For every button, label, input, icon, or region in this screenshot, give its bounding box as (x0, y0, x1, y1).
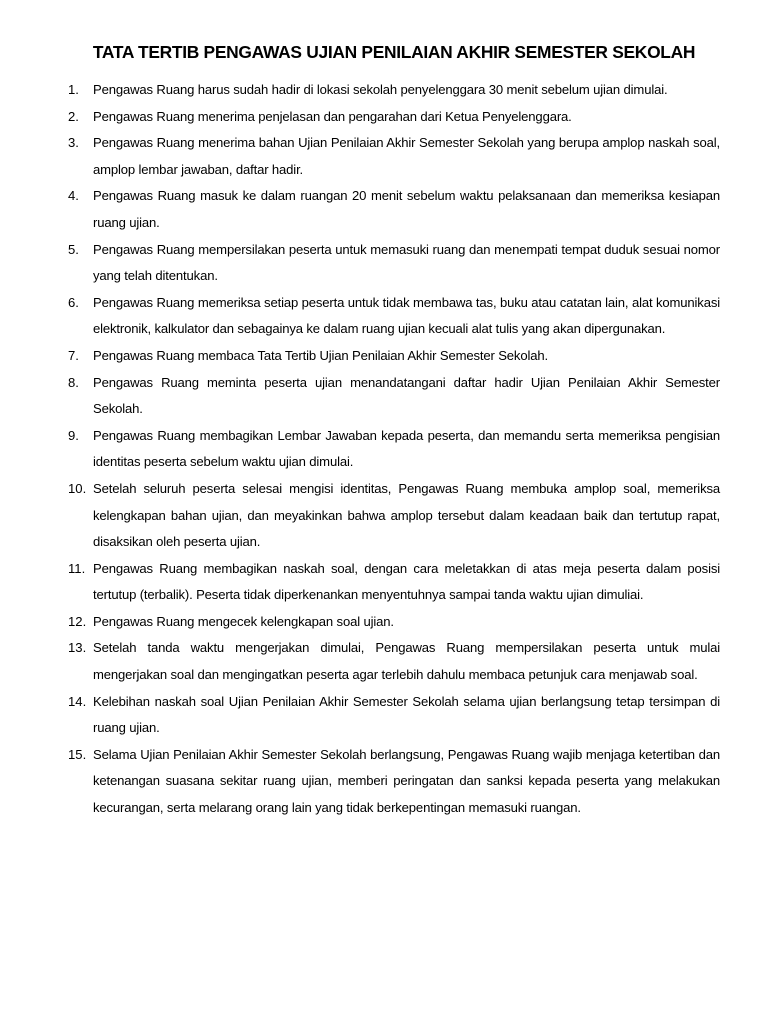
list-item-number: 7. (68, 347, 79, 363)
list-item-text: Pengawas Ruang membaca Tata Tertib Ujian Penilaian Akhir Semester Sekolah. (93, 347, 548, 363)
list-item-number: 8. (68, 374, 79, 390)
list-item-number: 3. (68, 135, 79, 151)
list-item (68, 742, 720, 822)
list-item-text: Setelah seluruh peserta selesai mengisi identitas, Pengawas Ruang membuka amplop soal, memeriksa kelengkapan bahan ujian, dan meyakinkan bahwa amplop tersebut dalam keadaan baik dan tertutup rapat, disaksikan oleh peserta ujian. (93, 480, 720, 550)
list-item (68, 237, 720, 290)
list-item-text: Pengawas Ruang mempersilakan peserta untuk memasuki ruang dan menempati tempat duduk sesuai nomor yang telah ditentukan. (93, 241, 720, 284)
list-item-number: 10. (68, 480, 87, 496)
rules-list (68, 77, 720, 822)
list-item-text: Pengawas Ruang meminta peserta ujian menandatangani daftar hadir Ujian Penilaian Akhir Semester Sekolah. (93, 374, 720, 417)
list-item (68, 77, 720, 104)
list-item-number: 5. (68, 241, 79, 257)
list-item-text: Setelah tanda waktu mengerjakan dimulai, Pengawas Ruang mempersilakan peserta untuk mulai mengerjakan soal dan mengingatkan peserta agar terlebih dahulu membaca petunjuk cara menjawab soal. (93, 640, 720, 683)
list-item-number: 15. (68, 746, 87, 762)
list-item-text: Pengawas Ruang menerima penjelasan dan pengarahan dari Ketua Penyelenggara. (93, 108, 572, 124)
list-item-number: 6. (68, 294, 79, 310)
list-item-text: Pengawas Ruang masuk ke dalam ruangan 20 menit sebelum waktu pelaksanaan dan memeriksa kesiapan ruang ujian. (93, 188, 720, 230)
list-item (68, 423, 720, 476)
list-item (68, 476, 720, 556)
list-item-text: Pengawas Ruang menerima bahan Ujian Penilaian Akhir Semester Sekolah yang berupa amplop naskah soal, amplop lembar jawaban, daftar hadir. (93, 135, 720, 177)
list-item (68, 183, 720, 236)
list-item (68, 609, 720, 636)
list-item-number: 12. (68, 613, 87, 629)
list-item-number: 11. (68, 560, 86, 576)
document-title: TATA TERTIB PENGAWAS UJIAN PENILAIAN AKHIR SEMESTER SEKOLAH (92, 42, 696, 62)
list-item-text: Pengawas Ruang membagikan naskah soal, dengan cara meletakkan di atas meja peserta dalam posisi tertutup (terbalik). Peserta tidak diperkenankan menyentuhnya sampai tanda waktu ujian dimuliai. (93, 560, 720, 603)
list-item (68, 290, 720, 343)
list-item (68, 556, 720, 609)
list-item-text: Pengawas Ruang harus sudah hadir di lokasi sekolah penyelenggara 30 menit sebelum ujian dimulai. (93, 82, 668, 97)
list-item (68, 104, 720, 131)
list-item (68, 343, 720, 370)
list-item-text: Selama Ujian Penilaian Akhir Semester Sekolah berlangsung, Pengawas Ruang wajib menjaga ketertiban dan ketenangan suasana sekitar ruang ujian, memberi peringatan dan sanksi kepada peserta yang melakukan kecurangan, serta melarang orang lain yang tidak berkepentingan memasuki ruangan. (93, 746, 720, 816)
list-item (68, 689, 720, 742)
list-item-text: Pengawas Ruang mengecek kelengkapan soal ujian. (93, 613, 394, 629)
list-item-number: 1. (68, 82, 79, 97)
list-item-number: 2. (68, 108, 79, 124)
list-item-text: Pengawas Ruang membagikan Lembar Jawaban kepada peserta, dan memandu serta memeriksa pengisian identitas peserta sebelum waktu ujian dimulai. (93, 427, 720, 470)
list-item-number: 14. (68, 693, 87, 709)
list-item-number: 13. (68, 640, 87, 656)
list-item-text: Kelebihan naskah soal Ujian Penilaian Akhir Semester Sekolah selama ujian berlangsung tetap tersimpan di ruang ujian. (93, 693, 720, 736)
list-item-number: 4. (68, 188, 79, 204)
list-item (68, 130, 720, 183)
list-item (68, 635, 720, 688)
list-item-number: 9. (68, 427, 79, 443)
list-item (68, 370, 720, 423)
list-item-text: Pengawas Ruang memeriksa setiap peserta untuk tidak membawa tas, buku atau catatan lain, alat komunikasi elektronik, kalkulator dan sebagainya ke dalam ruang ujian kecuali alat tulis yang akan dipergunakan. (93, 294, 720, 337)
